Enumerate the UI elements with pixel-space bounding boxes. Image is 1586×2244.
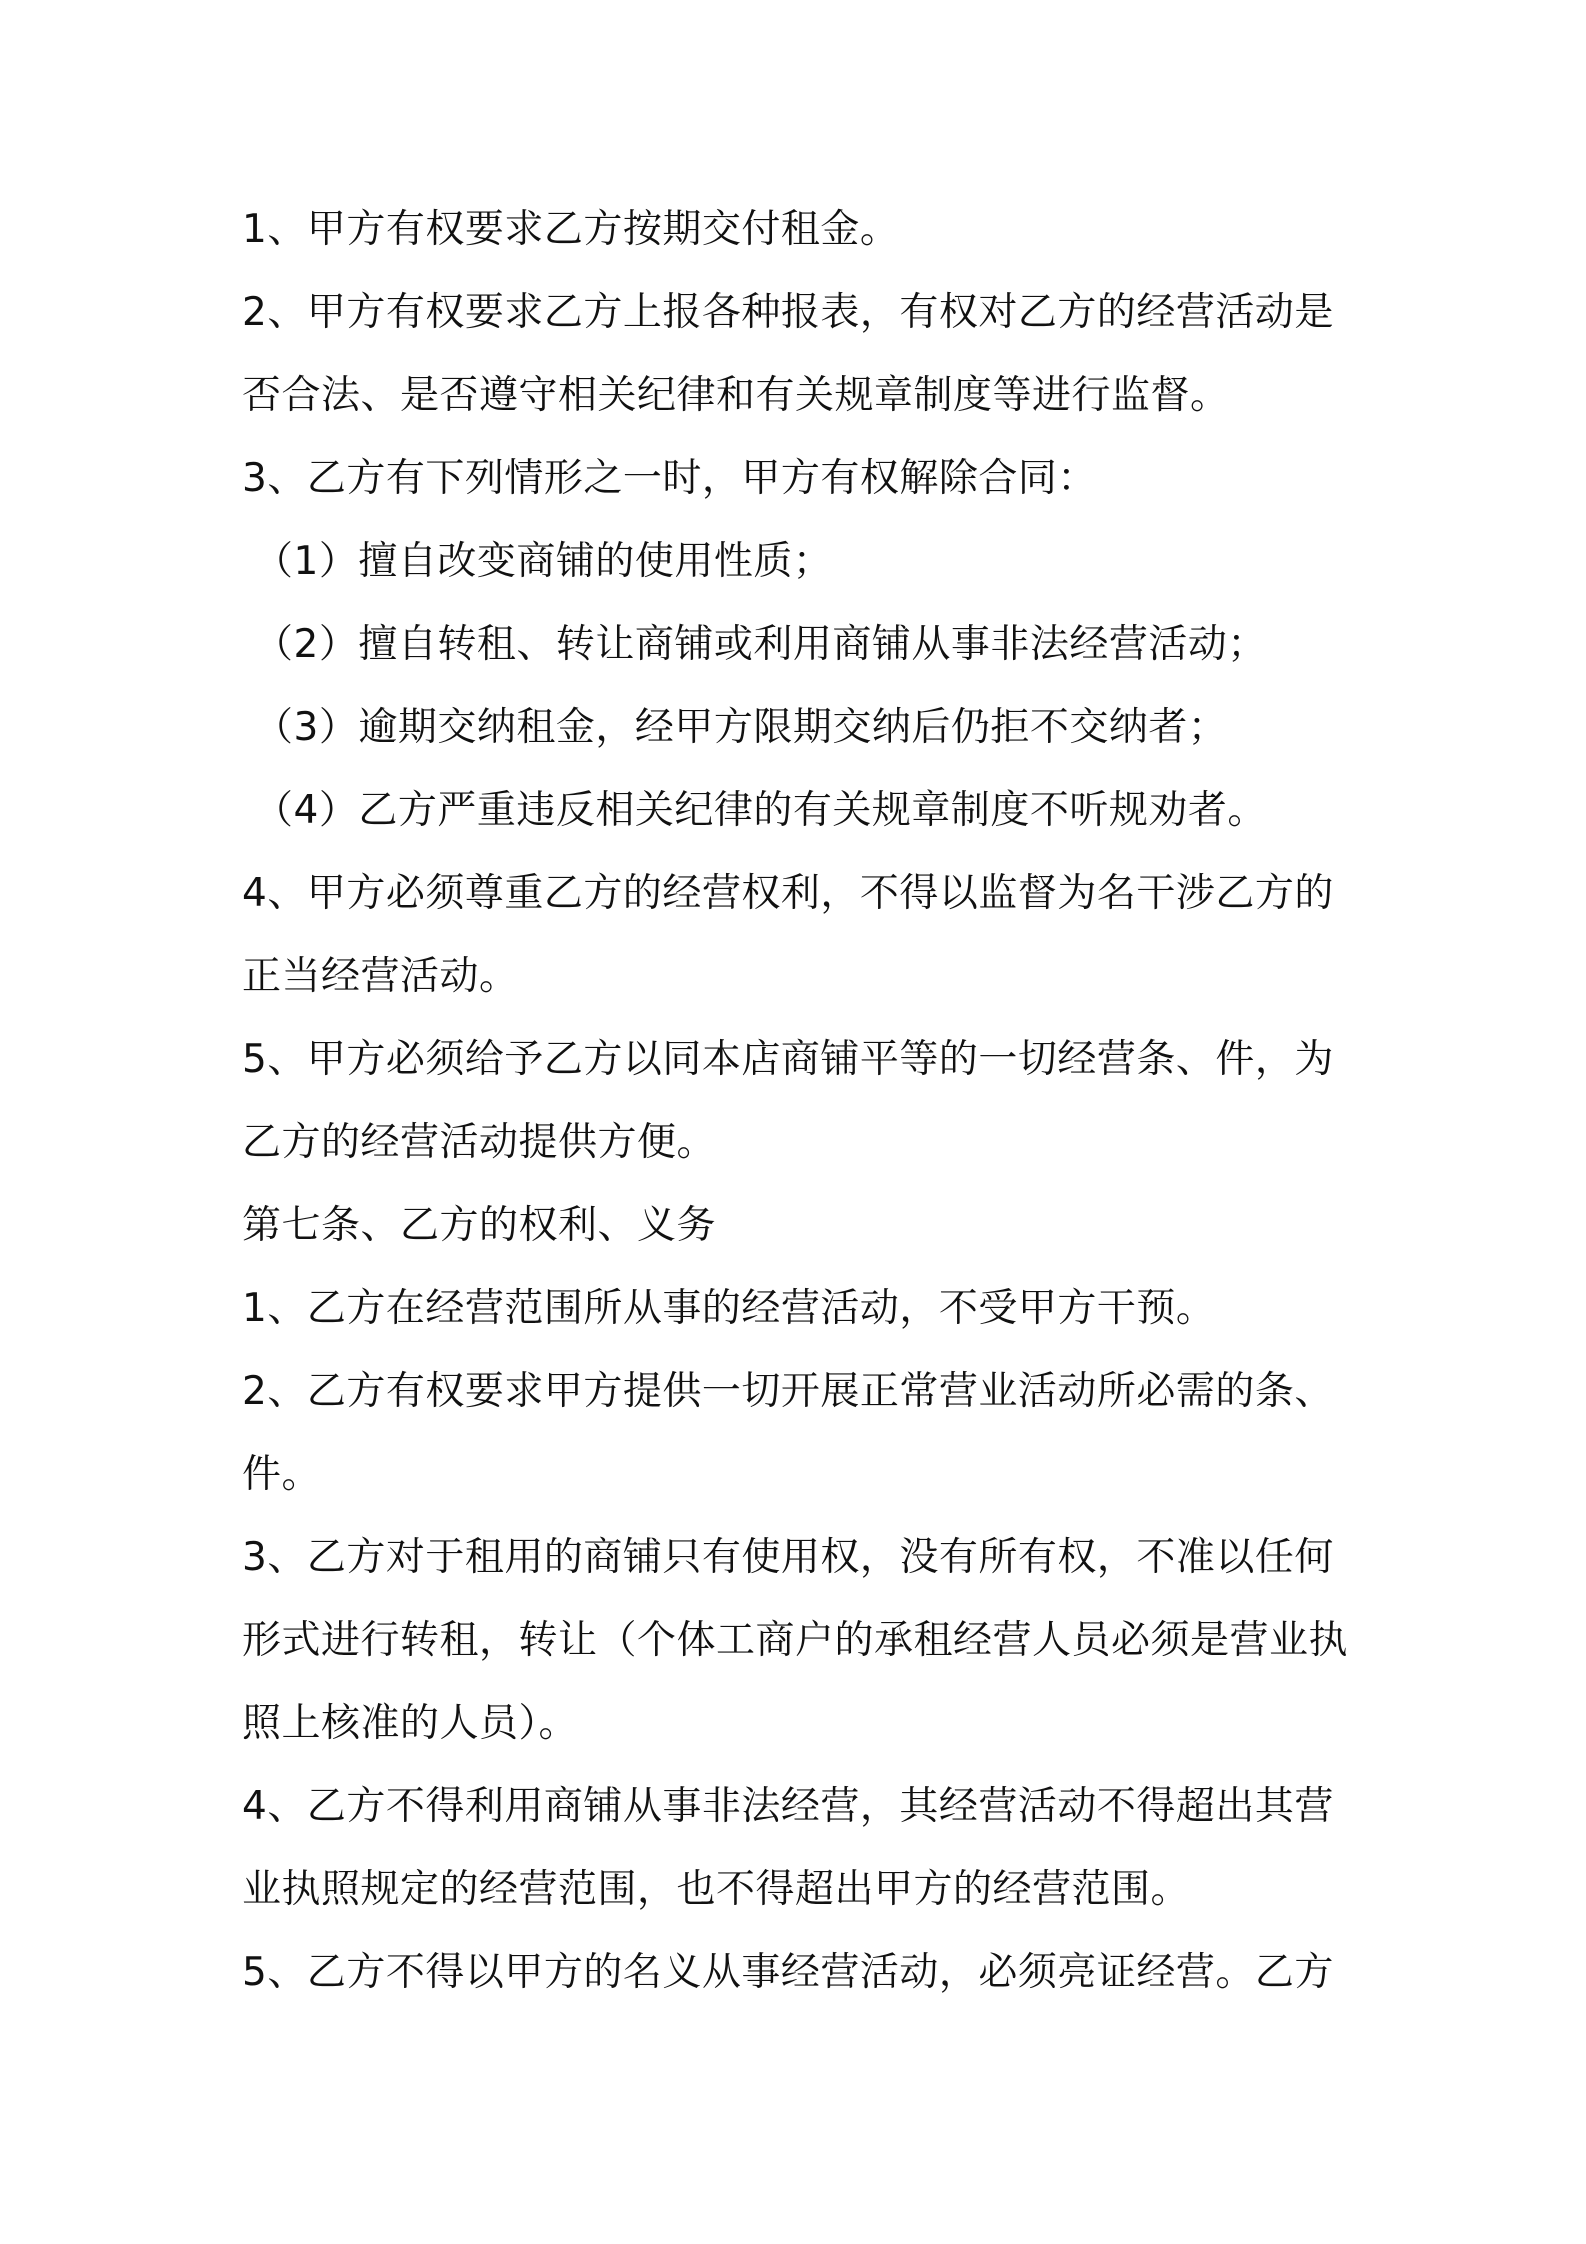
text-line: 件。 bbox=[242, 1452, 322, 1497]
text-line: （4）乙方严重违反相关纪律的有关规章制度不听规劝者。 bbox=[254, 788, 1267, 833]
section-heading: 第七条、乙方的权利、义务 bbox=[242, 1203, 717, 1248]
text-line: （3）逾期交纳租金，经甲方限期交纳后仍拒不交纳者； bbox=[254, 705, 1228, 750]
text-line: 照上核准的人员）。 bbox=[242, 1701, 579, 1746]
text-line: 5、甲方必须给予乙方以同本店商铺平等的一切经营条、件，为 bbox=[242, 1037, 1334, 1082]
text-line: （1）擅自改变商铺的使用性质； bbox=[254, 539, 833, 584]
text-line: （2）擅自转租、转让商铺或利用商铺从事非法经营活动； bbox=[254, 622, 1267, 667]
text-line: 3、乙方对于租用的商铺只有使用权，没有所有权，不准以任何 bbox=[242, 1535, 1334, 1580]
text-line: 形式进行转租，转让（个体工商户的承租经营人员必须是营业执 bbox=[242, 1618, 1349, 1663]
text-line: 正当经营活动。 bbox=[242, 954, 519, 999]
text-line: 4、甲方必须尊重乙方的经营权利，不得以监督为名干涉乙方的 bbox=[242, 871, 1334, 916]
text-line: 5、乙方不得以甲方的名义从事经营活动，必须亮证经营。乙方 bbox=[242, 1950, 1334, 1995]
text-line: 否合法、是否遵守相关纪律和有关规章制度等进行监督。 bbox=[242, 373, 1230, 418]
text-line: 1、甲方有权要求乙方按期交付租金。 bbox=[242, 207, 900, 252]
text-line: 3、乙方有下列情形之一时，甲方有权解除合同： bbox=[242, 456, 1097, 501]
text-line: 2、乙方有权要求甲方提供一切开展正常营业活动所必需的条、 bbox=[242, 1369, 1334, 1414]
text-line: 4、乙方不得利用商铺从事非法经营，其经营活动不得超出其营 bbox=[242, 1784, 1334, 1829]
text-line: 业执照规定的经营范围，也不得超出甲方的经营范围。 bbox=[242, 1867, 1191, 1912]
text-line: 1、乙方在经营范围所从事的经营活动，不受甲方干预。 bbox=[242, 1286, 1216, 1331]
text-line: 乙方的经营活动提供方便。 bbox=[242, 1120, 717, 1165]
text-line: 2、甲方有权要求乙方上报各种报表，有权对乙方的经营活动是 bbox=[242, 290, 1334, 335]
